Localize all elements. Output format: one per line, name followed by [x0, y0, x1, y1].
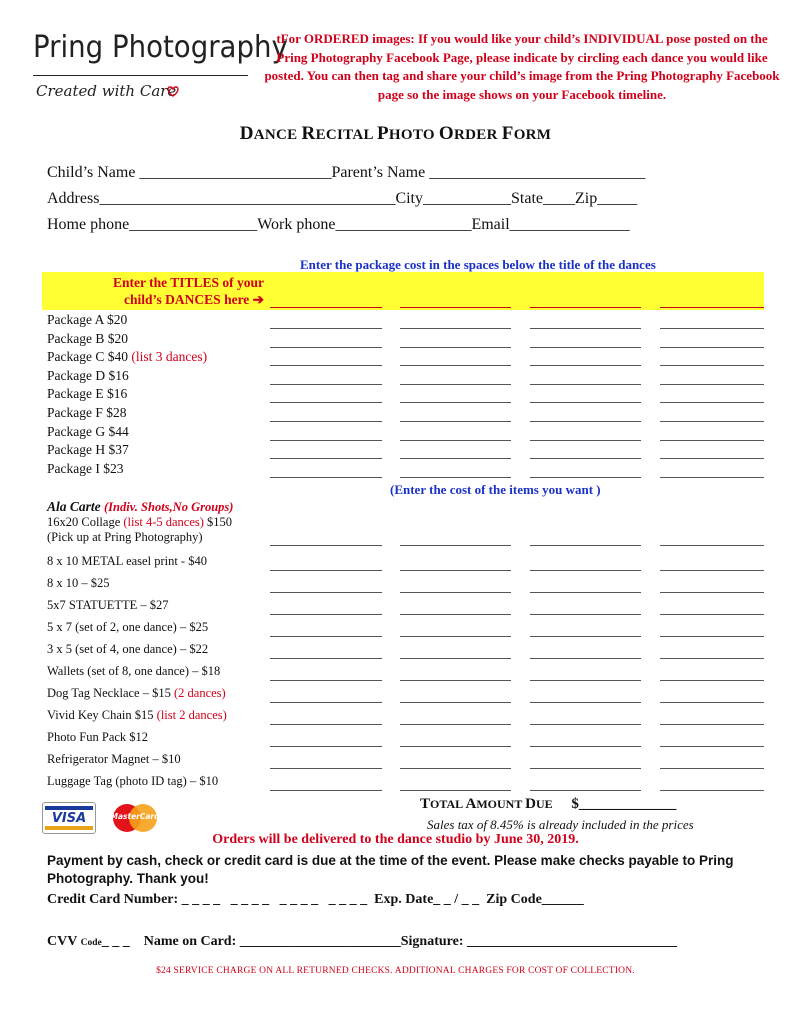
- item-label: 8 x 10 – $25: [47, 576, 110, 590]
- dance-titles-label: Enter the TITLES of your child’s DANCES here ➔: [112, 275, 264, 307]
- item-cost-field[interactable]: [270, 680, 382, 681]
- item-cost-field[interactable]: [270, 724, 382, 725]
- item-cost-field[interactable]: [270, 614, 382, 615]
- package-cost-field[interactable]: [530, 477, 641, 478]
- package-note: (list 3 dances): [131, 349, 208, 365]
- ala-carte-item: [47, 598, 169, 613]
- package-row: [47, 368, 129, 384]
- item-label: 5x7 STATUETTE – $27: [47, 598, 169, 612]
- logo-title: Pring Photography: [33, 30, 288, 65]
- package-row: [47, 386, 127, 402]
- logo-divider: [33, 75, 248, 76]
- item-cost-field[interactable]: [530, 614, 641, 615]
- item-cost-field[interactable]: [660, 592, 764, 593]
- items-cost-note: (Enter the cost of the items you want ): [390, 482, 601, 497]
- package-row: [47, 442, 129, 458]
- ala-carte-item: [47, 774, 218, 789]
- item-cost-field[interactable]: [400, 702, 511, 703]
- ala-carte-item: [47, 554, 207, 569]
- delivery-note: Orders will be delivered to the dance studio by June 30, 2019.: [212, 832, 579, 847]
- item-cost-field[interactable]: [270, 746, 382, 747]
- item-cost-field[interactable]: [530, 746, 641, 747]
- item-cost-field[interactable]: [400, 614, 511, 615]
- dance-title-field-2[interactable]: [400, 307, 511, 308]
- dance-title-field-4[interactable]: [660, 307, 764, 308]
- item-label: Dog Tag Necklace – $15: [47, 686, 171, 700]
- package-row: [47, 461, 123, 477]
- ala-carte-item: [47, 730, 148, 745]
- contact-row-phones[interactable]: Home phone________________Work phone_________________Email_______________: [47, 216, 630, 233]
- package-cost-field[interactable]: [270, 477, 382, 478]
- ala-carte-item: [47, 686, 226, 701]
- package-label: Package E $16: [47, 386, 128, 402]
- item-cost-field[interactable]: [660, 724, 764, 725]
- credit-card-row[interactable]: Credit Card Number: _ _ _ _ _ _ _ _ _ _ _ _ _ _ _ _ Exp. Date_ _ / _ _ Zip Code______: [47, 892, 584, 907]
- returned-check-footer: $24 SERVICE CHARGE ON ALL RETURNED CHECKS. ADDITIONAL CHARGES FOR COST OF COLLECTION.: [156, 966, 635, 976]
- dance-title-field-1[interactable]: [270, 307, 382, 308]
- package-cost-field[interactable]: [660, 458, 764, 459]
- item-cost-field[interactable]: [400, 768, 511, 769]
- item-label: 5 x 7 (set of 2, one dance) – $25: [47, 620, 209, 634]
- item-cost-field[interactable]: [530, 658, 641, 659]
- payment-note: Payment by cash, check or credit card is due at the time of the event. Please make checks payable to Pring Photography. Thank you!: [47, 853, 734, 886]
- package-label: Package H $37: [47, 442, 129, 458]
- item-cost-field[interactable]: [530, 636, 641, 637]
- ala-carte-item: [47, 642, 208, 657]
- item-cost-field[interactable]: [660, 545, 764, 546]
- package-cost-field[interactable]: [400, 384, 511, 385]
- item-cost-field[interactable]: [400, 746, 511, 747]
- item-cost-field[interactable]: [270, 570, 382, 571]
- item-label: Refrigerator Magnet – $10: [47, 752, 181, 766]
- package-label: Package I $23: [47, 460, 124, 476]
- item-cost-field[interactable]: [530, 545, 641, 546]
- dance-title-field-3[interactable]: [530, 307, 641, 308]
- package-label: Package B $20: [47, 330, 128, 346]
- package-cost-field[interactable]: [400, 458, 511, 459]
- item-cost-field[interactable]: [530, 702, 641, 703]
- package-label: Package D $16: [47, 367, 129, 383]
- item-cost-field[interactable]: [660, 614, 764, 615]
- package-label: Package A $20: [47, 312, 128, 327]
- package-cost-field[interactable]: [530, 458, 641, 459]
- item-cost-field[interactable]: [660, 680, 764, 681]
- item-label: Vivid Key Chain $15: [47, 708, 154, 722]
- item-cost-field[interactable]: [400, 592, 511, 593]
- contact-row-address[interactable]: Address_____________________________________City___________State____Zip_____: [47, 190, 638, 207]
- package-cost-field[interactable]: [660, 347, 764, 348]
- package-cost-field[interactable]: [530, 365, 641, 366]
- total-amount-due[interactable]: TOTAL AMOUNT DUE $_____________: [420, 796, 677, 812]
- package-cost-field[interactable]: [530, 347, 641, 348]
- item-cost-field[interactable]: [400, 790, 511, 791]
- form-title: DANCE RECITAL PHOTO ORDER FORM: [239, 123, 552, 144]
- package-cost-field[interactable]: [270, 402, 382, 403]
- ala-carte-item: [47, 515, 232, 545]
- item-note: (list 4-5 dances): [123, 515, 204, 529]
- item-cost-field[interactable]: [530, 790, 641, 791]
- package-cost-field[interactable]: [400, 402, 511, 403]
- mastercard-icon: MasterCard: [110, 802, 160, 834]
- item-cost-field[interactable]: [270, 702, 382, 703]
- package-cost-field[interactable]: [270, 384, 382, 385]
- sales-tax-note: Sales tax of 8.45% is already included in the prices: [427, 817, 694, 832]
- contact-row-names[interactable]: Child’s Name ________________________Parent’s Name ___________________________: [47, 164, 646, 181]
- item-cost-field[interactable]: [530, 724, 641, 725]
- visa-card-icon: VISA: [42, 802, 96, 834]
- package-cost-field[interactable]: [660, 365, 764, 366]
- facebook-notice: tFor ORDERED images: If you would like your child’s INDIVIDUAL pose posted on the Pring Photography Facebook Page, please indicate by circling each dance you would like posted. You can then tag and share your child’s image from the Pring Photography Facebook page so the image shows on your Facebook timeline.: [264, 31, 780, 102]
- item-cost-field[interactable]: [400, 636, 511, 637]
- package-cost-field[interactable]: [660, 328, 764, 329]
- item-cost-field[interactable]: [270, 545, 382, 546]
- ala-carte-item: [47, 620, 208, 635]
- item-cost-field[interactable]: [400, 724, 511, 725]
- item-price: $150: [203, 515, 233, 529]
- heart-icon: [166, 84, 180, 98]
- item-cost-field[interactable]: [270, 768, 382, 769]
- package-cost-field[interactable]: [660, 477, 764, 478]
- item-cost-field[interactable]: [270, 636, 382, 637]
- cvv-signature-row[interactable]: CVV Code_ _ _ Name on Card: _______________________Signature: ______________________________: [47, 934, 677, 949]
- package-label: Package G $44: [47, 423, 129, 439]
- package-cost-field[interactable]: [400, 477, 511, 478]
- package-cost-field[interactable]: [400, 328, 511, 329]
- package-cost-field[interactable]: [400, 421, 511, 422]
- item-cost-field[interactable]: [270, 592, 382, 593]
- item-cost-field[interactable]: [660, 790, 764, 791]
- item-cost-field[interactable]: [400, 658, 511, 659]
- package-row: [47, 405, 126, 421]
- item-cost-field[interactable]: [400, 545, 511, 546]
- package-cost-field[interactable]: [270, 347, 382, 348]
- ala-carte-heading: Ala Carte (Indiv. Shots,No Groups): [47, 499, 234, 514]
- item-label: Luggage Tag (photo ID tag) – $10: [47, 774, 219, 788]
- package-cost-field[interactable]: [660, 421, 764, 422]
- item-cost-field[interactable]: [530, 768, 641, 769]
- ala-carte-item: [47, 576, 110, 591]
- ala-carte-item: [47, 664, 220, 679]
- package-cost-field[interactable]: [530, 328, 641, 329]
- item-note: (2 dances): [173, 686, 226, 700]
- package-cost-field[interactable]: [270, 328, 382, 329]
- item-cost-field[interactable]: [660, 658, 764, 659]
- item-cost-field[interactable]: [530, 570, 641, 571]
- package-row: [47, 312, 127, 328]
- package-cost-field[interactable]: [530, 421, 641, 422]
- package-label: Package C $40: [47, 349, 128, 365]
- package-cost-field[interactable]: [400, 347, 511, 348]
- item-cost-field[interactable]: [660, 702, 764, 703]
- item-label: 3 x 5 (set of 4, one dance) – $22: [47, 642, 209, 656]
- package-cost-field[interactable]: [270, 421, 382, 422]
- package-cost-field[interactable]: [400, 365, 511, 366]
- package-cost-field[interactable]: [530, 384, 641, 385]
- item-label: 8 x 10 METAL easel print - $40: [47, 554, 207, 568]
- logo-tagline: Created with Care: [36, 82, 177, 100]
- item-cost-field[interactable]: [400, 680, 511, 681]
- item-cost-field[interactable]: [660, 636, 764, 637]
- item-cost-field[interactable]: [660, 570, 764, 571]
- package-cost-field[interactable]: [530, 402, 641, 403]
- item-label: 16x20 Collage: [47, 515, 121, 529]
- item-cost-field[interactable]: [270, 790, 382, 791]
- package-row: [47, 331, 128, 347]
- package-row: [47, 424, 129, 440]
- item-cost-field[interactable]: [530, 680, 641, 681]
- item-cost-field[interactable]: [660, 768, 764, 769]
- package-row: [47, 349, 207, 365]
- item-cost-field[interactable]: [400, 570, 511, 571]
- item-label: Wallets (set of 8, one dance) – $18: [47, 664, 221, 678]
- package-cost-field[interactable]: [660, 440, 764, 441]
- package-cost-field[interactable]: [660, 402, 764, 403]
- ala-carte-item: [47, 708, 227, 723]
- package-cost-field[interactable]: [270, 440, 382, 441]
- package-cost-field[interactable]: [270, 458, 382, 459]
- item-label: Photo Fun Pack $12: [47, 730, 149, 744]
- package-cost-note: Enter the package cost in the spaces below the title of the dances: [300, 257, 656, 272]
- package-cost-field[interactable]: [660, 384, 764, 385]
- item-cost-field[interactable]: [530, 592, 641, 593]
- package-cost-field[interactable]: [530, 440, 641, 441]
- item-note: (list 2 dances): [156, 708, 227, 722]
- package-cost-field[interactable]: [270, 365, 382, 366]
- package-cost-field[interactable]: [400, 440, 511, 441]
- item-cost-field[interactable]: [270, 658, 382, 659]
- package-label: Package F $28: [47, 405, 127, 420]
- item-cost-field[interactable]: [660, 746, 764, 747]
- ala-carte-item: [47, 752, 181, 767]
- item-subnote: (Pick up at Pring Photography): [47, 530, 203, 544]
